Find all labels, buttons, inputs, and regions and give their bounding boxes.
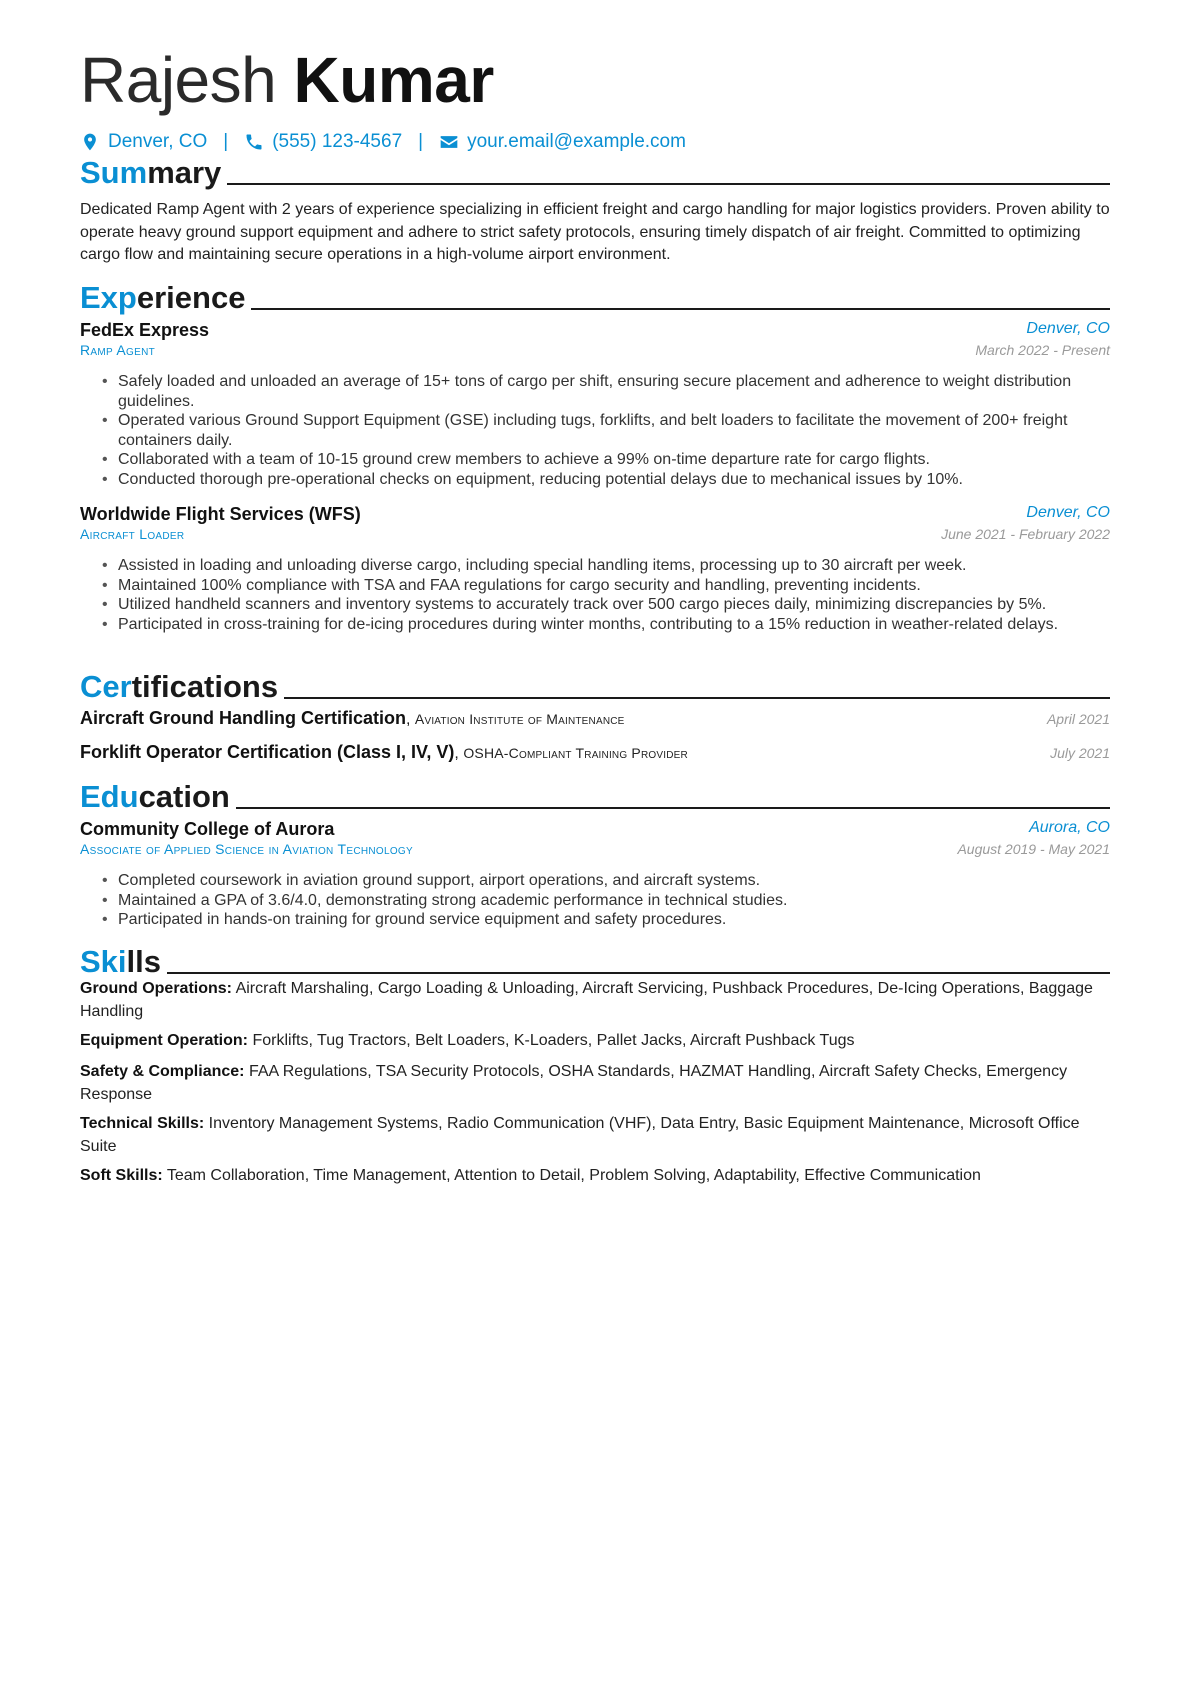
- skill-category: Soft Skills:: [80, 1167, 163, 1184]
- skill-category: Technical Skills:: [80, 1115, 205, 1132]
- skill-list: Forklifts, Tug Tractors, Belt Loaders, K-Loaders, Pallet Jacks, Aircraft Pushback Tugs: [252, 1032, 855, 1049]
- list-item: • Safely loaded and unloaded an average of 15+ tons of cargo per shift, ensuring secure placement and adherence to weight distribution guidelines.: [98, 372, 1110, 411]
- section-experience: [80, 277, 1110, 317]
- company-name: FedEx Express: [80, 320, 210, 340]
- education-bullets: [98, 871, 1110, 930]
- skill-list: Aircraft Marshaling, Cargo Loading & Unloading, Aircraft Servicing, Pushback Procedures, De-Icing Operations, Baggage Handling: [80, 980, 1093, 1020]
- list-item: • Participated in cross-training for de-icing procedures during winter months, contributing to a 15% reduction in weather-related delays.: [98, 615, 1110, 635]
- heading-rest: cation: [138, 779, 230, 814]
- company-name: Worldwide Flight Services (WFS): [80, 504, 361, 524]
- list-item: • Maintained a GPA of 3.6/4.0, demonstrating strong academic performance in technical studies.: [98, 891, 1110, 911]
- contact-email[interactable]: [439, 131, 686, 153]
- list-item: • Maintained 100% compliance with TSA and FAA regulations for cargo security and handling, preventing incidents.: [98, 576, 1110, 596]
- location-text: Denver, CO: [108, 131, 208, 152]
- certification-issuer: OSHA-Compliant Training Provider: [463, 745, 688, 761]
- section-education: [80, 776, 1110, 816]
- section-divider: [284, 697, 1110, 699]
- list-item: • Assisted in loading and unloading diverse cargo, including special handling items, processing up to 30 aircraft per week.: [98, 556, 1110, 576]
- skill-row: [80, 1113, 1110, 1158]
- education-dates: August 2019 - May 2021: [957, 841, 1110, 857]
- heading-accent: Edu: [80, 779, 139, 814]
- certification-item: Forklift Operator Certification (Class I, IV, V), OSHA-Compliant Training Provider: [80, 742, 688, 762]
- certification-date: July 2021: [1050, 745, 1110, 761]
- section-certifications: [80, 666, 1110, 706]
- contact-separator: |: [223, 131, 229, 152]
- heading-rest: mary: [147, 155, 222, 190]
- skill-row: [80, 1061, 1110, 1106]
- summary-text: Dedicated Ramp Agent with 2 years of experience specializing in efficient freight and cargo handling for major logistics providers. Proven ability to operate heavy ground support equipment and adhere to strict safety protocols, ensuring timely dispatch of air freight. Committed to optimizing cargo flow and maintaining secure operations in a high-volume airport environment.: [80, 201, 1110, 263]
- section-summary: [80, 152, 1110, 192]
- skill-category: Safety & Compliance:: [80, 1063, 245, 1080]
- list-item: • Participated in hands-on training for ground service equipment and safety procedures.: [98, 910, 1110, 930]
- heading-accent: Ski: [80, 944, 127, 979]
- job-location: Denver, CO: [1026, 504, 1110, 521]
- contact-phone[interactable]: [244, 131, 402, 153]
- skill-row: [80, 1030, 1110, 1053]
- phone-icon: [244, 132, 264, 152]
- list-item: • Utilized handheld scanners and inventory systems to accurately track over 500 cargo pieces daily, minimizing discrepancies by 5%.: [98, 595, 1110, 615]
- school-name: Community College of Aurora: [80, 819, 335, 839]
- skill-category: Equipment Operation:: [80, 1032, 248, 1049]
- section-heading: [80, 668, 278, 706]
- candidate-name: [80, 40, 494, 120]
- certification-name: Forklift Operator Certification (Class I, IV, V): [80, 742, 455, 762]
- section-divider: [236, 807, 1110, 809]
- section-heading: [80, 279, 245, 317]
- skill-list: Inventory Management Systems, Radio Communication (VHF), Data Entry, Basic Equipment Maintenance, Microsoft Office Suite: [80, 1115, 1080, 1155]
- last-name: Kumar: [293, 44, 494, 116]
- email-text: your.email@example.com: [467, 131, 686, 152]
- skill-list: FAA Regulations, TSA Security Protocols, OSHA Standards, HAZMAT Handling, Aircraft Safety Checks, Emergency Response: [80, 1063, 1068, 1103]
- certification-item: Aircraft Ground Handling Certification, Aviation Institute of Maintenance: [80, 708, 625, 728]
- job-title: Aircraft Loader: [80, 526, 185, 542]
- job-bullets: [98, 556, 1110, 634]
- contact-separator: |: [418, 131, 424, 152]
- phone-text: (555) 123-4567: [272, 131, 403, 152]
- section-divider: [251, 308, 1110, 310]
- map-marker-icon: [80, 132, 100, 152]
- job-title: Ramp Agent: [80, 342, 156, 358]
- heading-accent: Cer: [80, 669, 132, 704]
- skill-category: Ground Operations:: [80, 980, 232, 997]
- skill-row: [80, 1165, 1110, 1188]
- section-heading: [80, 943, 161, 981]
- heading-accent: Sum: [80, 155, 148, 190]
- job-bullets: [98, 372, 1110, 489]
- heading-rest: tifications: [131, 669, 279, 704]
- job-location: Denver, CO: [1026, 320, 1110, 337]
- list-item: • Conducted thorough pre-operational checks on equipment, reducing potential delays due to mechanical issues by 10%.: [98, 470, 1110, 490]
- envelope-icon: [439, 132, 459, 152]
- skill-row: [80, 978, 1110, 1023]
- section-divider: [167, 972, 1110, 974]
- degree-name: Associate of Applied Science in Aviation Technology: [80, 841, 413, 857]
- list-item: • Completed coursework in aviation ground support, airport operations, and aircraft systems.: [98, 871, 1110, 891]
- heading-accent: Exp: [80, 280, 137, 315]
- certification-name: Aircraft Ground Handling Certification: [80, 708, 407, 728]
- heading-rest: lls: [126, 944, 161, 979]
- school-location: Aurora, CO: [1029, 819, 1110, 836]
- heading-rest: erience: [136, 280, 246, 315]
- section-divider: [227, 183, 1110, 185]
- first-name: Rajesh: [80, 44, 277, 116]
- section-heading: [80, 154, 221, 192]
- list-item: • Collaborated with a team of 10-15 ground crew members to achieve a 99% on-time departure rate for cargo flights.: [98, 450, 1110, 470]
- list-item: • Operated various Ground Support Equipment (GSE) including tugs, forklifts, and belt loaders to facilitate the movement of 200+ freight containers daily.: [98, 411, 1110, 450]
- job-dates: March 2022 - Present: [975, 342, 1110, 358]
- job-dates: June 2021 - February 2022: [941, 526, 1110, 542]
- section-skills: [80, 941, 1110, 981]
- section-heading: [80, 778, 230, 816]
- skill-list: Team Collaboration, Time Management, Attention to Detail, Problem Solving, Adaptability, Effective Communication: [166, 1167, 981, 1184]
- contact-location: [80, 131, 207, 153]
- certification-date: April 2021: [1046, 711, 1110, 727]
- certification-issuer: Aviation Institute of Maintenance: [414, 711, 625, 727]
- contact-bar: [80, 131, 686, 153]
